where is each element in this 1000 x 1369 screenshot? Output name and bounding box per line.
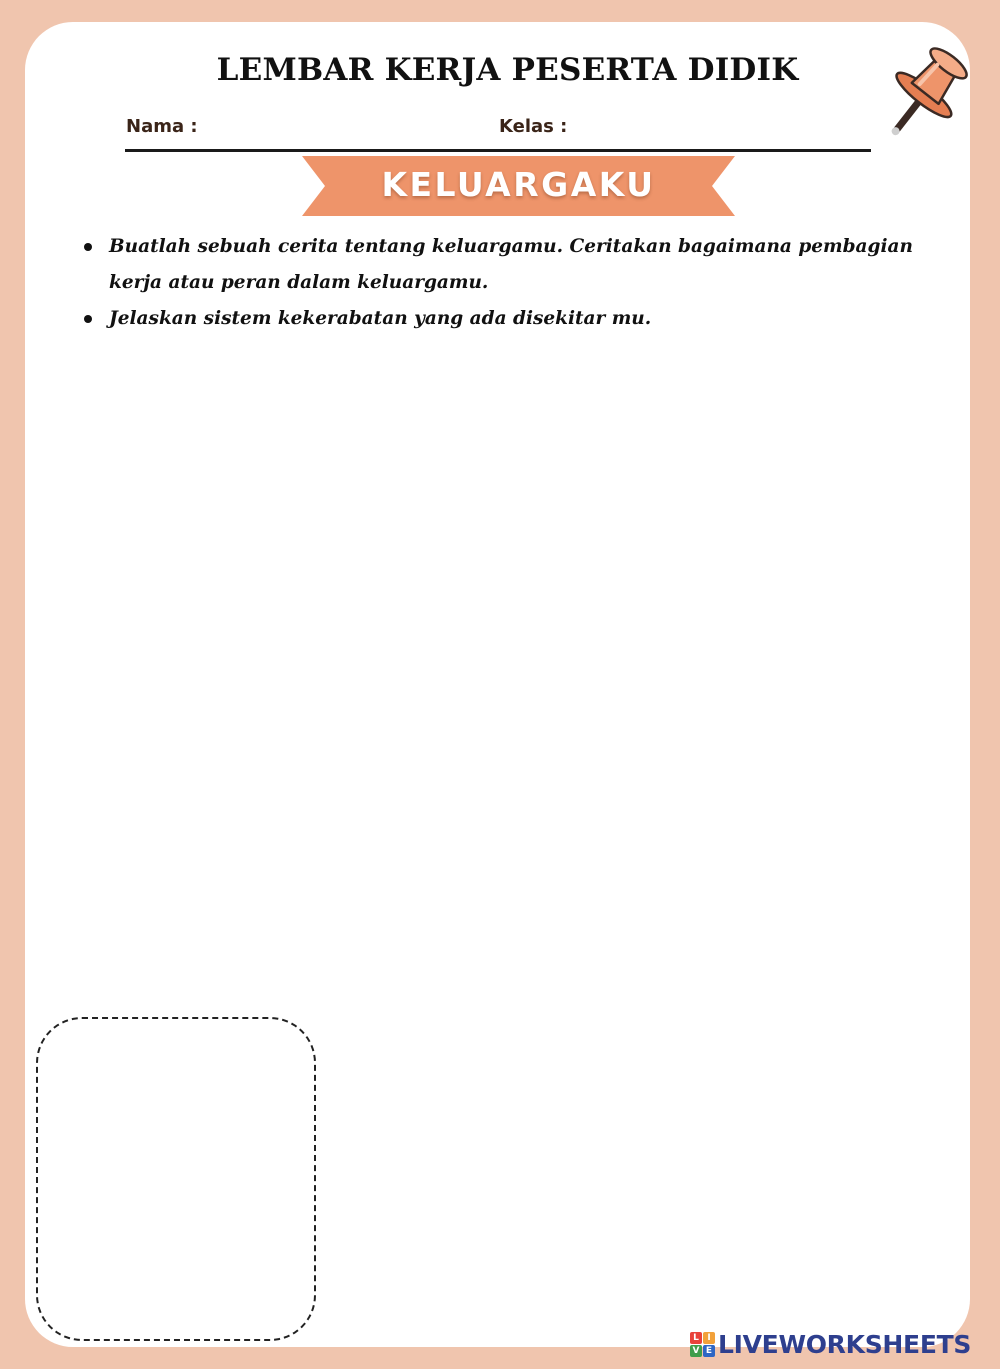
watermark-text: LIVEWORKSHEETS — [718, 1329, 972, 1359]
page-title: LEMBAR KERJA PESERTA DIDIK — [216, 52, 799, 88]
drawing-area[interactable] — [36, 1017, 316, 1341]
instruction-item: Jelaskan sistem kekerabatan yang ada disekitar mu. — [82, 301, 972, 337]
class-label: Kelas : — [499, 116, 568, 137]
pushpin-icon — [872, 36, 982, 146]
instruction-list — [82, 229, 972, 337]
name-class-underline — [125, 149, 871, 152]
liveworksheets-watermark — [690, 1326, 971, 1362]
name-label: Nama : — [126, 116, 198, 137]
liveworksheets-logo-icon: L I V E — [690, 1332, 715, 1357]
instruction-item: Buatlah sebuah cerita tentang keluargamu. Ceritakan bagaimana pembagian kerja atau peran dalam keluargamu. — [82, 229, 972, 301]
banner-title: KELUARGAKU — [381, 165, 656, 204]
